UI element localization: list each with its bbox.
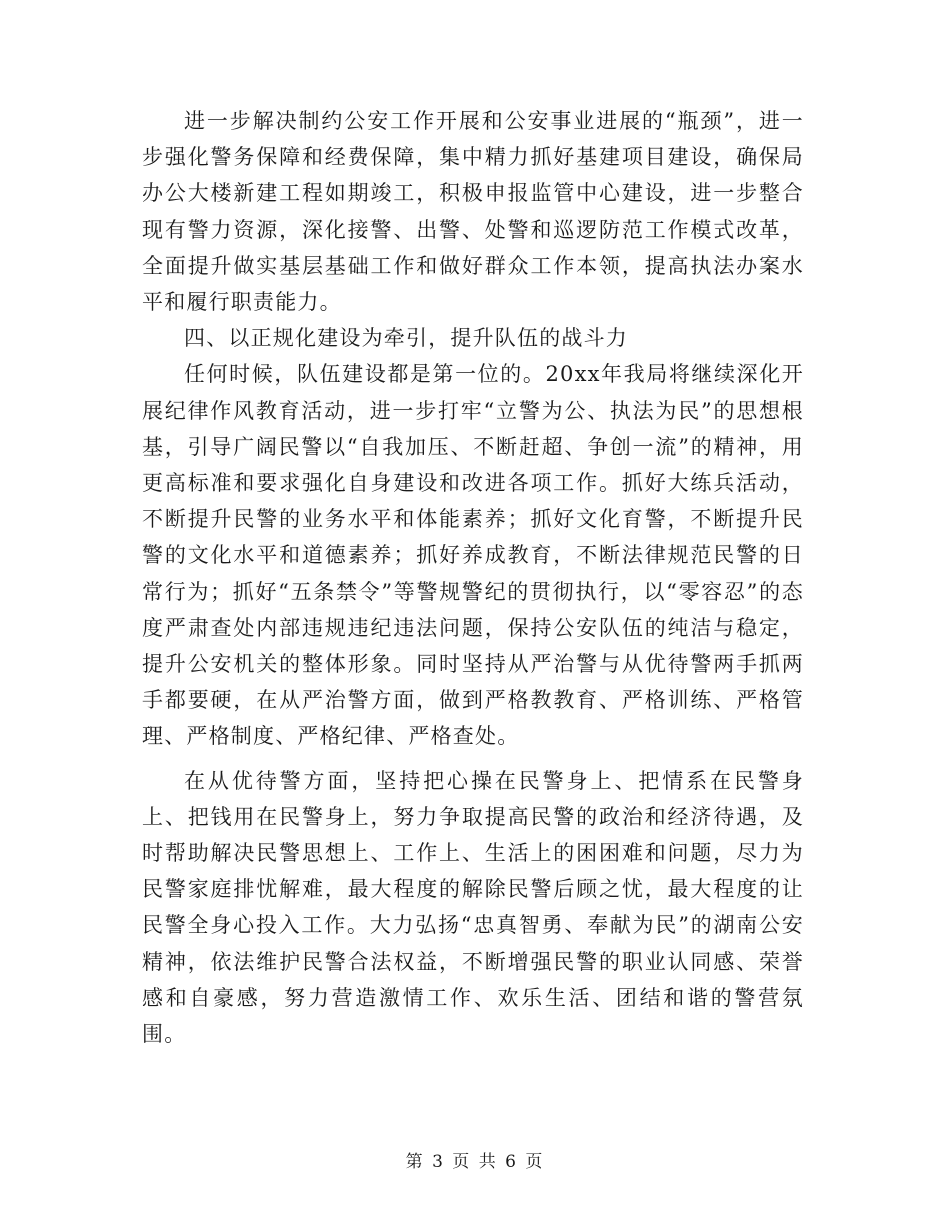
page-number-footer: 第 3 页 共 6 页 — [405, 1152, 545, 1172]
paragraph-team-building: 任何时候，队伍建设都是第一位的。20xx年我局将继续深化开展纪律作风教育活动，进一步打牢“立警为公、执法为民”的思想根基，引导广阔民警以“自我加压、不断赶超、争创一流”的精神，用更高标准和要求强化自身建设和改进各项工作。抓好大练兵活动，不断提升民警的业务水平和体能素养；抓好文化育警，不断提升民警的文化水平和道德素养；抓好养成教育，不断法律规范民警的日常行为；抓好“五条禁令”等警规警纪的贯彻执行，以“零容忍”的态度严肃查处内部违规违纪违法问题，保持公安队伍的纯洁与稳定，提升公安机关的整体形象。同时坚持从严治警与从优待警两手抓两手都要硬，在从严治警方面，做到严格教教育、严格训练、严格管理、严格制度、严格纪律、严格查处。 — [142, 362, 804, 749]
paragraph-infrastructure: 进一步解决制约公安工作开展和公安事业进展的“瓶颈”，进一步强化警务保障和经费保障，集中精力抓好基建项目建设，确保局办公大楼新建工程如期竣工，积极申报监管中心建设，进一步整合现有警力资源，深化接警、出警、处警和巡逻防范工作模式改革，全面提升做实基层基础工作和做好群众工作本领，提高执法办案水平和履行职责能力。 — [142, 109, 804, 315]
paragraph-police-welfare: 在从优待警方面，坚持把心操在民警身上、把情系在民警身上、把钱用在民警身上，努力争取提高民警的政治和经济待遇，及时帮助解决民警思想上、工作上、生活上的困困难和问题，尽力为民警家庭排忧解难，最大程度的解除民警后顾之忧，最大程度的让民警全身心投入工作。大力弘扬“忠真智勇、奉献为民”的湖南公安精神，依法维护民警合法权益，不断增强民警的职业认同感、荣誉感和自豪感，努力营造激情工作、欢乐生活、团结和谐的警营氛围。 — [142, 768, 804, 1047]
document-body — [142, 103, 804, 1052]
section-heading-four: 四、以正规化建设为牵引，提升队伍的战斗力 — [184, 326, 628, 351]
